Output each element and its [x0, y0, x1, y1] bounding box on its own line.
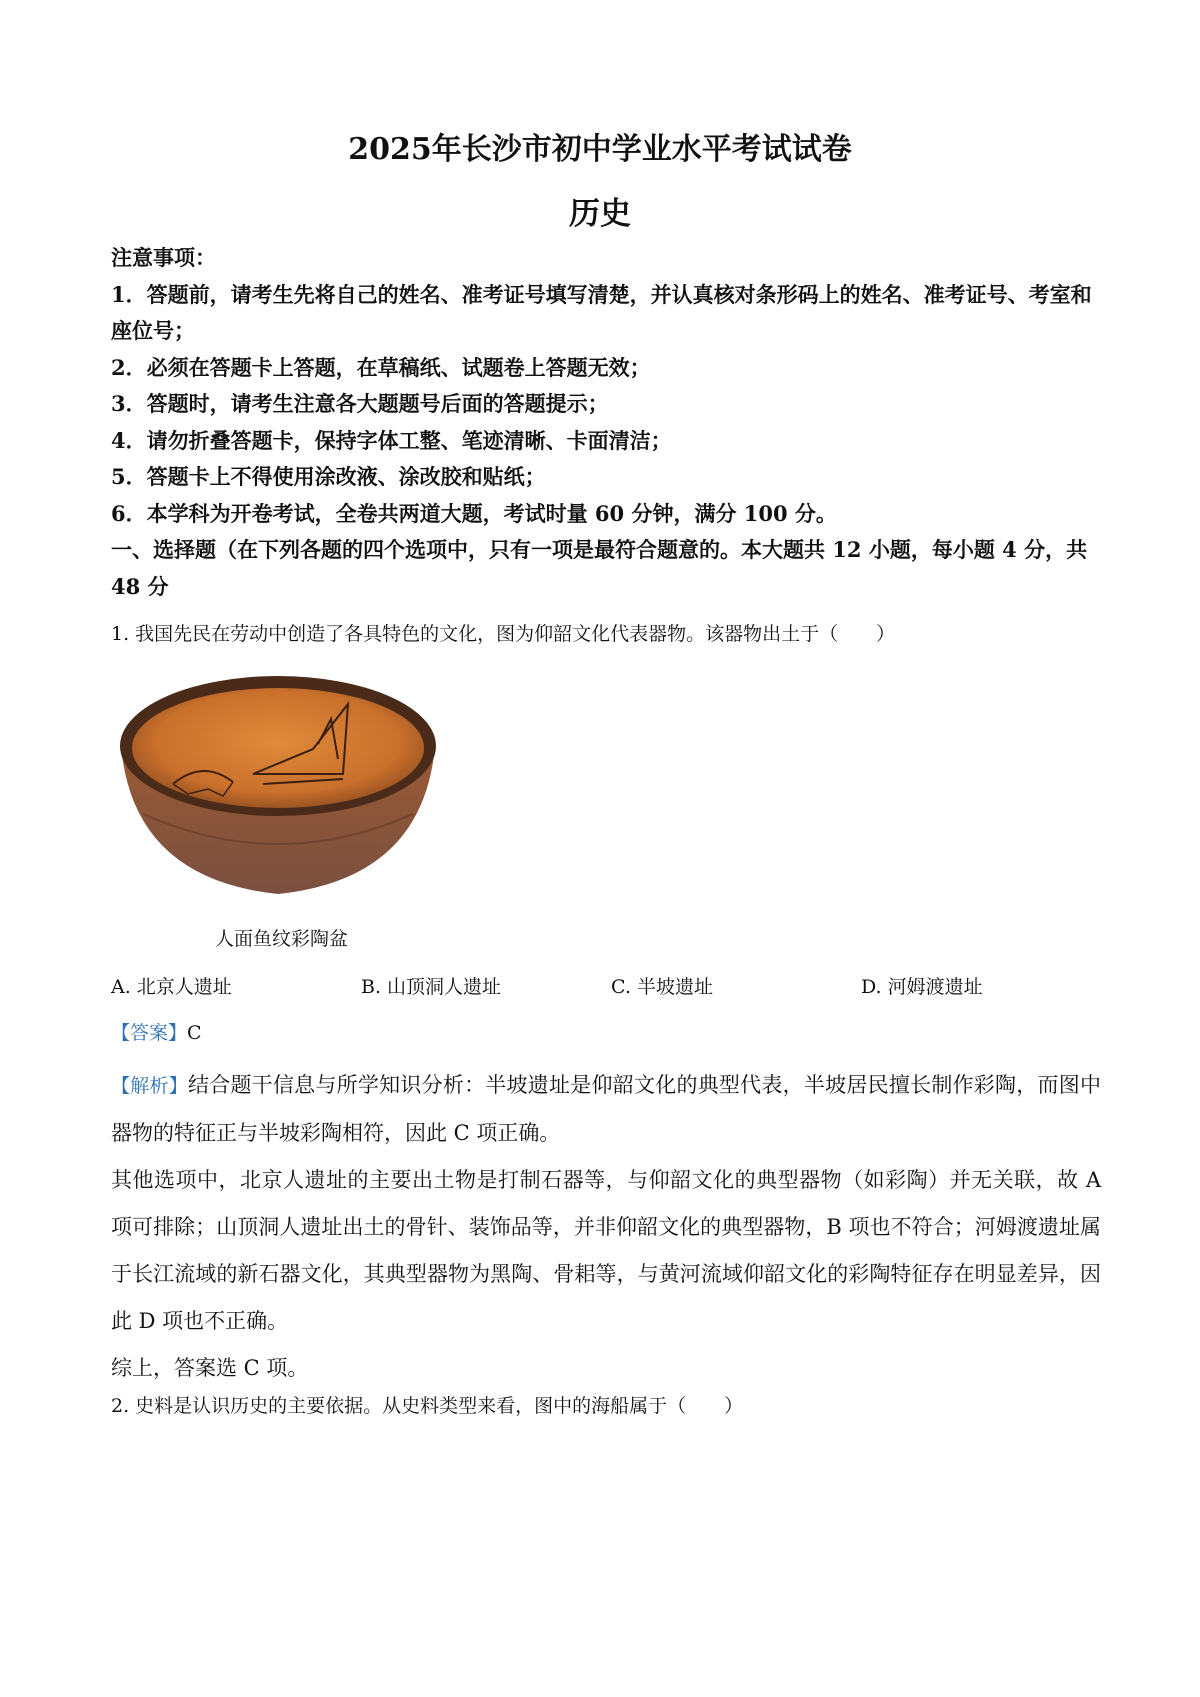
answer-line — [111, 1018, 202, 1045]
analysis-section — [111, 1062, 1101, 1392]
question-1-stem: 1. 我国先民在劳动中创造了各具特色的文化，图为仰韶文化代表器物。该器物出土于（ ） — [111, 623, 896, 645]
notes-section — [111, 240, 1101, 605]
image-caption: 人面鱼纹彩陶盆 — [215, 928, 349, 950]
pottery-basin-image — [113, 664, 443, 900]
option-b: B. 山顶洞人遗址 — [361, 976, 502, 998]
analysis-label: 【解析】 — [111, 1075, 188, 1097]
note-item: 1．答题前，请考生先将自己的姓名、准考证号填写清楚，并认真核对条形码上的姓名、准考证号、考室和座位号； — [111, 281, 1092, 343]
notes-heading: 注意事项： — [111, 245, 216, 270]
analysis-paragraph: 【解析】结合题干信息与所学知识分析：半坡遗址是仰韶文化的典型代表，半坡居民擅长制作彩陶，而图中器物的特征正与半坡彩陶相符，因此 C 项正确。 — [111, 1073, 1101, 1145]
analysis-paragraph: 综上，答案选 C 项。 — [111, 1356, 309, 1380]
answer-value: C — [187, 1022, 202, 1044]
option-d: D. 河姆渡遗址 — [861, 976, 983, 998]
section-heading: 一、选择题（在下列各题的四个选项中，只有一项是最符合题意的。本大题共 12 小题，每小题 4 分，共 48 分 — [111, 537, 1088, 599]
subject-title: 历史 — [569, 196, 631, 232]
question-2-stem: 2. 史料是认识历史的主要依据。从史料类型来看，图中的海船属于（ ） — [111, 1395, 744, 1417]
note-item: 3．答题时，请考生注意各大题题号后面的答题提示； — [111, 391, 609, 416]
option-c: C. 半坡遗址 — [611, 976, 713, 998]
analysis-paragraph: 其他选项中，北京人遗址的主要出土物是打制石器等，与仰韶文化的典型器物（如彩陶）并无关联，故 A 项可排除；山顶洞人遗址出土的骨针、装饰品等，并非仰韶文化的典型器物，B 项也不符合；河姆渡遗址属于长江流域的新石器文化，其典型器物为黑陶、骨耜等，与黄河流域仰韶文化的彩陶特征存在明显差异，因此 D 项也不正确。 — [111, 1168, 1101, 1333]
note-item: 6．本学科为开卷考试，全卷共两道大题，考试时量 60 分钟，满分 100 分。 — [111, 500, 837, 526]
answer-label: 【答案】 — [111, 1022, 188, 1044]
question-1-options — [111, 972, 1101, 1002]
note-item: 4．请勿折叠答题卡，保持字体工整、笔迹清晰、卡面清洁； — [111, 427, 672, 453]
option-a: A. 北京人遗址 — [111, 976, 232, 998]
page-title: 2025年长沙市初中学业水平考试试卷 — [348, 132, 852, 167]
note-item: 5．答题卡上不得使用涂改液、涂改胶和贴纸； — [111, 464, 546, 489]
note-item: 2．必须在答题卡上答题，在草稿纸、试题卷上答题无效； — [111, 354, 651, 380]
